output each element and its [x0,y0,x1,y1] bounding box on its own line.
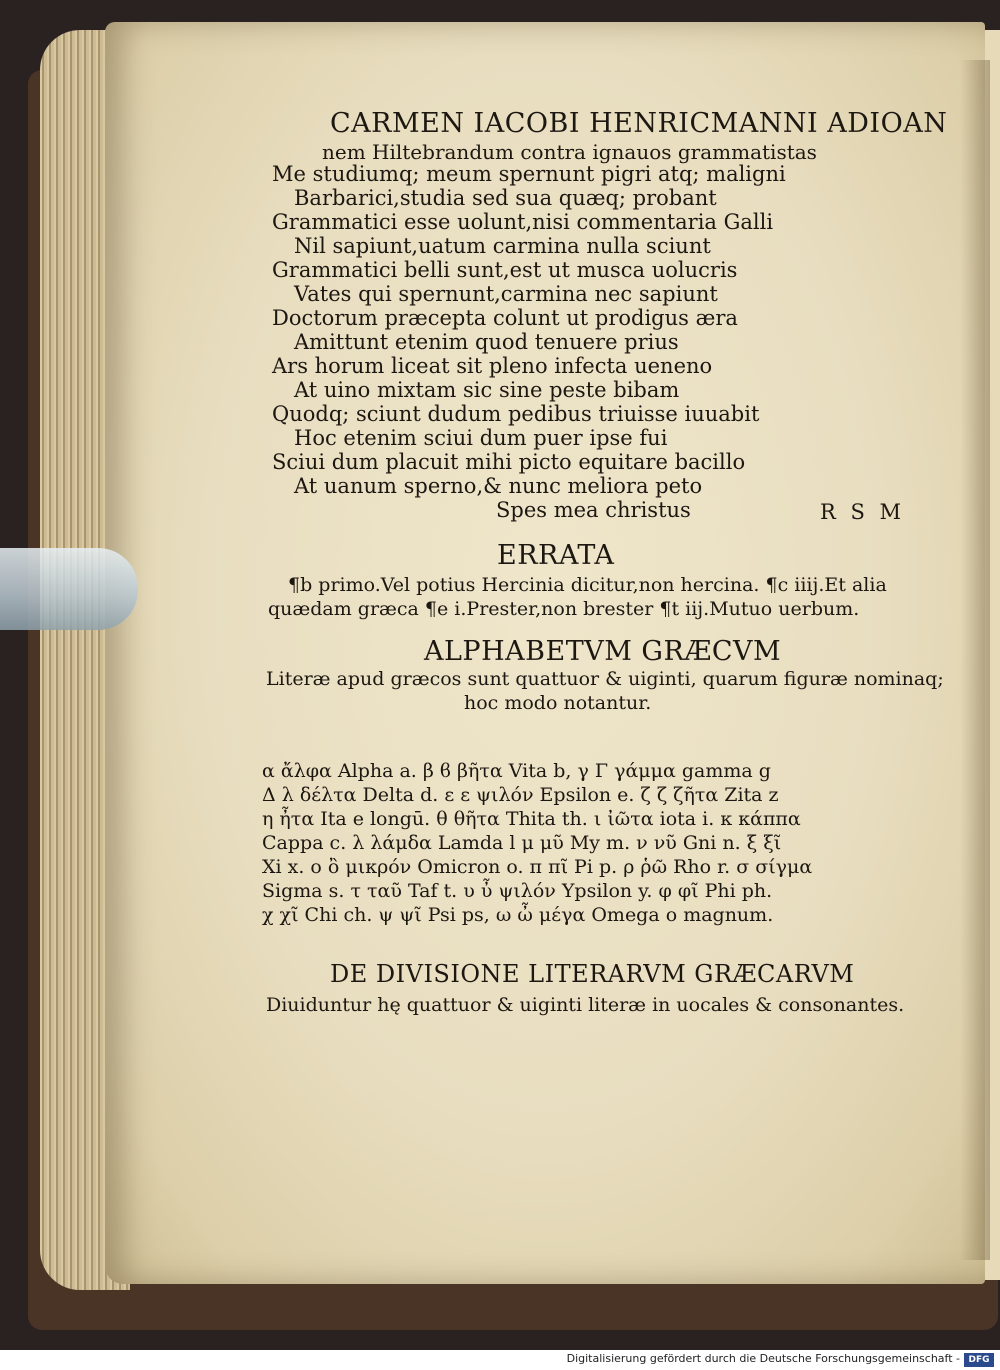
alphabet-row: Cappa c. λ λάμδα Lamda l μ μῦ My m. ν νῦ Gni n. ξ ξῖ [262,832,782,854]
alphabet-row: Δ λ δέλτα Delta d. ε ε ψιλόν Epsilon e. ζ ζ ζῆτα Zita z [262,784,779,806]
errata-line: ¶b primo.Vel potius Hercinia dicitur,non hercina. ¶c iiij.Et alia [288,574,887,596]
alphabet-row: η ἦτα Ita e longū. θ θῆτα Thita th. ι ἰῶτα iota i. κ κάππα [262,808,801,830]
page-title: CARMEN IACOBI HENRICMANNI ADIOAN [330,108,948,139]
page-holder-strip [0,548,138,630]
footer-bar [0,1350,1000,1370]
alphabet-intro: Literæ apud græcos sunt quattuor & uiginti, quarum figuræ nominaq; [266,668,944,690]
verse-line: Quodq; sciunt dudum pedibus triuisse iuuabit [272,402,760,426]
verse-line: Ars horum liceat sit pleno infecta ueneno [272,354,713,378]
verse-line: Amittunt etenim quod tenuere prius [294,330,679,354]
verse-line: At uanum sperno,& nunc meliora peto [294,474,703,498]
division-text: Diuiduntur hę quattuor & uiginti literæ in uocales & consonantes. [266,994,905,1016]
page-gutter-shadow [960,60,990,1260]
printer-initials: R S M [820,500,906,524]
verse-line: Grammatici belli sunt,est ut musca uolucris [272,258,738,282]
alphabet-row: Sigma s. τ ταῦ Taf t. υ ὖ ψιλόν Ypsilon y. φ φῖ Phi ph. [262,880,773,902]
dfg-logo: DFG [964,1353,994,1367]
verse-line: Hoc etenim sciui dum puer ipse fui [294,426,668,450]
verse-line: Vates qui spernunt,carmina nec sapiunt [294,282,718,306]
alphabet-row: χ χῖ Chi ch. ψ ψῖ Psi ps, ω ὦ μέγα Omega o magnum. [262,904,774,926]
errata-heading: ERRATA [497,540,615,571]
alphabet-row: Xi x. ο ὂ μικρόν Omicron o. π πῖ Pi p. ρ ῥῶ Rho r. σ σίγμα [262,856,813,878]
verse-line: Grammatici esse uolunt,nisi commentaria Galli [272,210,774,234]
page-subtitle: nem Hiltebrandum contra ignauos grammatistas [322,140,817,164]
verse-line: Sciui dum placuit mihi picto equitare bacillo [272,450,746,474]
verse-line: Nil sapiunt,uatum carmina nulla sciunt [294,234,711,258]
verse-line: Barbarici,studia sed sua quæq; probant [294,186,717,210]
division-heading: DE DIVISIONE LITERARVM GRÆCARVM [330,960,855,988]
verse-line: Doctorum præcepta colunt ut prodigus æra [272,306,738,330]
verse-line: At uino mixtam sic sine peste bibam [294,378,680,402]
funding-credit: Digitalisierung gefördert durch die Deutsche Forschungsgemeinschaft - [566,1352,960,1365]
alphabet-row: α ἄλφα Alpha a. β ϐ βῆτα Vita b, γ Γ γάμμα gamma g [262,760,771,782]
alphabet-heading: ALPHABETVM GRÆCVM [424,636,782,667]
verse-line: Me studiumq; meum spernunt pigri atq; maligni [272,162,786,186]
alphabet-intro: hoc modo notantur. [464,692,652,714]
closing-line: Spes mea christus [496,498,691,522]
errata-line: quædam græca ¶e i.Prester,non brester ¶t iij.Mutuo uerbum. [268,598,860,620]
